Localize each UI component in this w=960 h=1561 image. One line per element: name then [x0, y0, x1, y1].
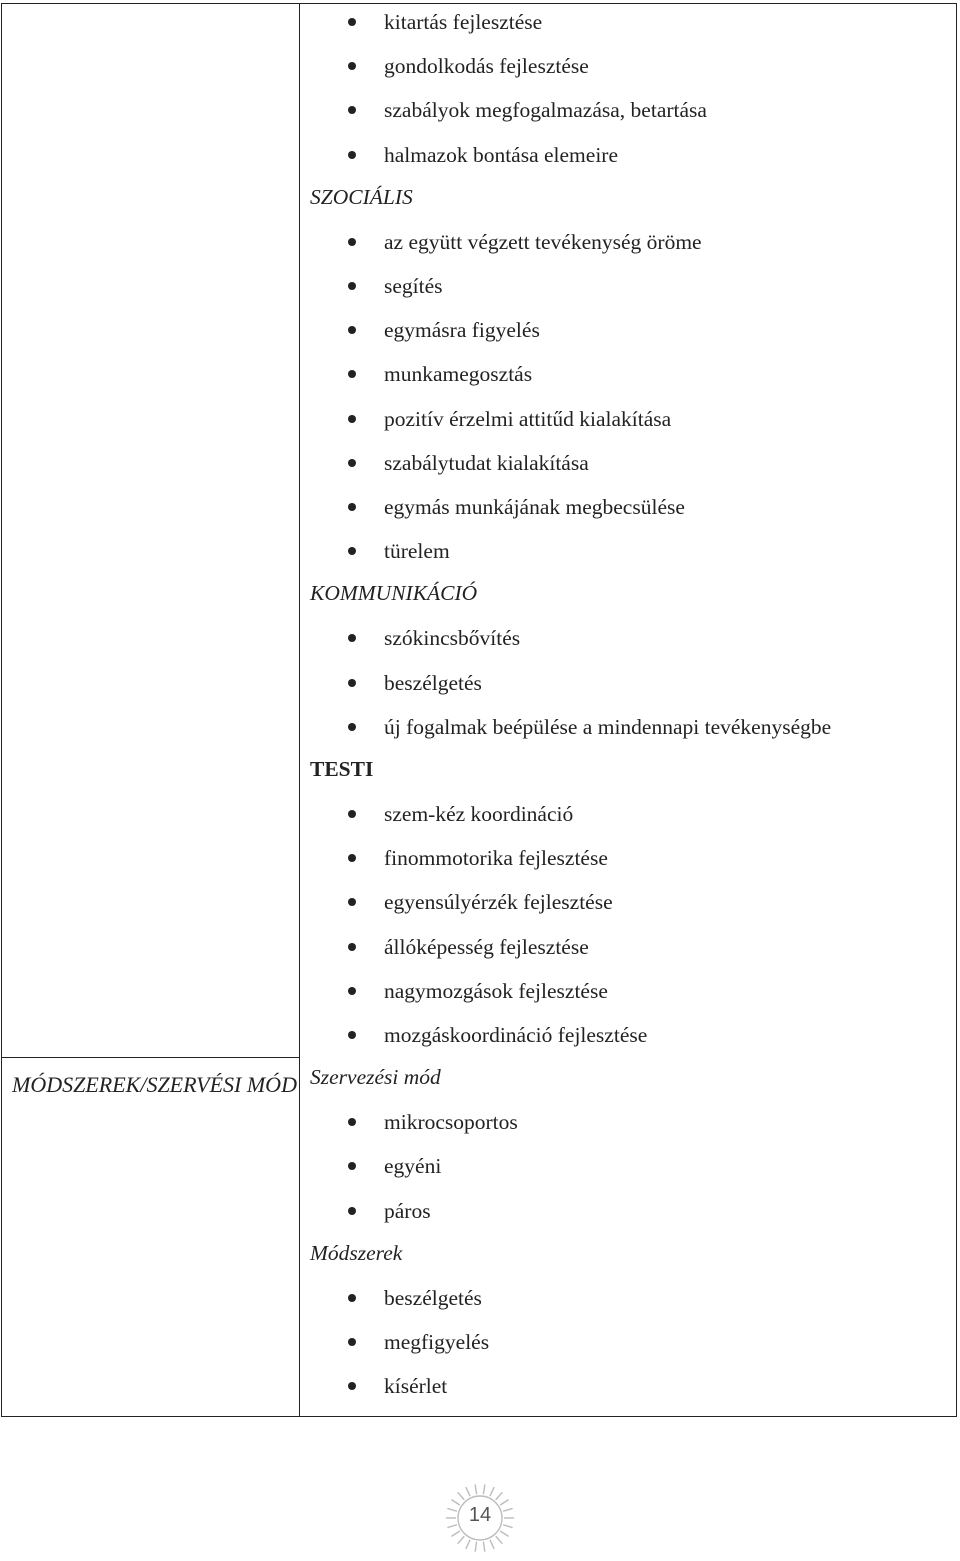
- list-item-text: segítés: [384, 274, 443, 298]
- bullet-icon: [348, 723, 356, 731]
- bullet-icon: [348, 1338, 356, 1346]
- list-item-text: gondolkodás fejlesztése: [384, 54, 589, 79]
- badge-ray: [500, 1531, 508, 1536]
- left-column-top-cell: [2, 4, 300, 1057]
- page-number: 14: [468, 1504, 492, 1526]
- list-item-text: egyéni: [384, 1154, 442, 1179]
- bullet-icon: [348, 459, 356, 467]
- bullet-icon: [348, 151, 356, 159]
- section-heading: SZOCIÁLIS: [310, 184, 413, 209]
- list-item-text: megfigyelés: [384, 1330, 490, 1354]
- list-item-text: mikrocsoportos: [384, 1110, 518, 1135]
- badge-ray: [475, 1542, 476, 1552]
- badge-ray: [466, 1540, 470, 1549]
- list-item-text: új fogalmak beépülése a mindennapi tevékenységbe: [384, 714, 832, 739]
- badge-ray: [490, 1487, 494, 1496]
- bullet-icon: [348, 238, 356, 246]
- list-item-text: türelem: [384, 539, 450, 564]
- list-item-text: szabályok megfogalmazása, betartása: [384, 98, 707, 123]
- methods-label: MÓDSZEREK/SZERVÉSI MÓD: [12, 1072, 297, 1097]
- page-footer: [428, 1480, 532, 1556]
- list-item-text: állóképesség fejlesztése: [384, 934, 589, 959]
- bullet-icon: [348, 503, 356, 511]
- badge-ray: [458, 1492, 465, 1500]
- list-item-text: beszélgetés: [384, 1285, 482, 1310]
- badge-ray: [496, 1492, 503, 1500]
- badge-ray: [451, 1531, 459, 1536]
- badge-ray: [466, 1487, 470, 1496]
- badge-ray: [475, 1484, 476, 1494]
- bullet-icon: [348, 415, 356, 423]
- badge-ray: [483, 1542, 484, 1552]
- list-item-text: egymásra figyelés: [384, 318, 540, 343]
- left-column-bottom-cell: [2, 1058, 300, 1416]
- list-item-text: egyensúlyérzék fejlesztése: [384, 890, 613, 915]
- list-item-text: szem-kéz koordináció: [384, 802, 574, 826]
- bullet-icon: [348, 1031, 356, 1039]
- badge-ray: [483, 1484, 484, 1494]
- list-item-text: munkamegosztás: [384, 362, 533, 387]
- bullet-icon: [348, 810, 356, 818]
- list-item-text: kitartás fejlesztése: [384, 10, 543, 34]
- bullet-icon: [348, 943, 356, 951]
- bullet-icon: [348, 282, 356, 290]
- list-item-text: kísérlet: [384, 1374, 448, 1399]
- section-heading: TESTI: [310, 757, 374, 781]
- section-heading: KOMMUNIKÁCIÓ: [310, 581, 478, 606]
- list-item-text: finommotorika fejlesztése: [384, 846, 608, 871]
- list-item-text: beszélgetés: [384, 670, 482, 695]
- list-item-text: szókincsbővítés: [384, 626, 521, 651]
- list-item-text: mozgáskoordináció fejlesztése: [384, 1023, 648, 1047]
- list-item-text: pozitív érzelmi attitűd kialakítása: [384, 406, 672, 431]
- content-table: [1, 3, 957, 1417]
- list-item-text: az együtt végzett tevékenység öröme: [384, 229, 702, 254]
- badge-ray: [496, 1536, 503, 1544]
- bullet-icon: [348, 987, 356, 995]
- bullet-icon: [348, 1207, 356, 1215]
- list-item-text: szabálytudat kialakítása: [384, 450, 589, 475]
- list-item-text: egymás munkájának megbecsülése: [384, 495, 685, 519]
- section-heading: Szervezési mód: [310, 1065, 441, 1090]
- badge-ray: [458, 1536, 465, 1544]
- bullet-icon: [348, 18, 356, 26]
- list-item-text: páros: [384, 1198, 431, 1223]
- list-item-text: nagymozgások fejlesztése: [384, 978, 608, 1003]
- section-heading: Módszerek: [310, 1240, 403, 1265]
- badge-ray: [490, 1540, 494, 1549]
- list-item-text: halmazok bontása elemeire: [384, 142, 619, 167]
- bullet-icon: [348, 679, 356, 687]
- bullet-icon: [348, 1294, 356, 1302]
